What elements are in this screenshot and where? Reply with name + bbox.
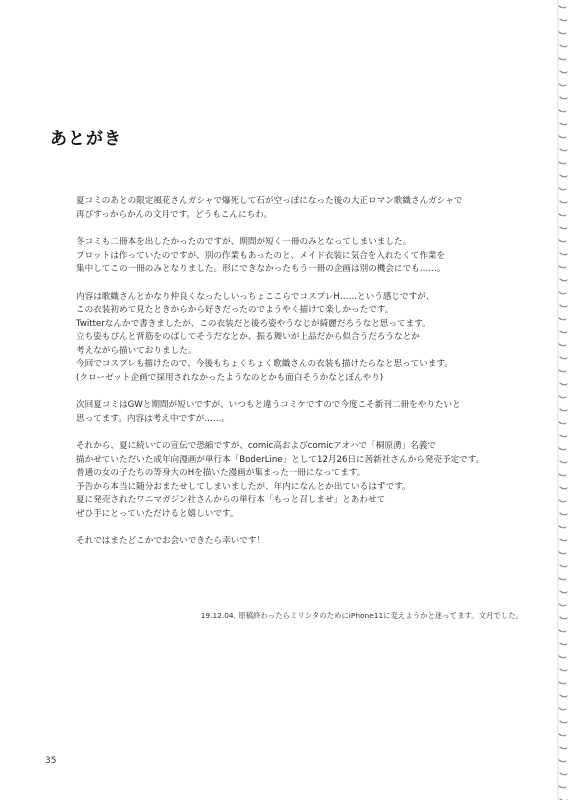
binding-hole-mark	[559, 292, 566, 294]
binding-hole-mark	[559, 760, 566, 762]
text-line: プロットは作っていたのですが、別の作業もあったのと、メイド衣装に気合を入れたくて作業を	[76, 250, 446, 261]
binding-hole-mark	[560, 461, 567, 463]
binding-hole-mark	[559, 136, 566, 138]
page-title: あとがき	[50, 129, 122, 149]
binding-hole-mark	[559, 708, 566, 710]
binding-hole-mark	[560, 383, 567, 385]
binding-hole-mark	[560, 123, 567, 125]
binding-hole-mark	[560, 617, 567, 619]
binding-hole-mark	[559, 84, 566, 86]
binding-hole-mark	[559, 448, 566, 450]
binding-hole-mark	[560, 773, 567, 775]
binding-hole-mark	[559, 58, 566, 60]
binding-hole-mark	[559, 266, 566, 268]
binding-hole-mark	[559, 396, 566, 398]
binding-hole-mark	[559, 214, 566, 216]
text-line: 集中してこの一冊のみとなりました。形にできなかったもう一冊の企画は別の機会にでも……。	[76, 264, 446, 274]
binding-hole-mark	[559, 162, 566, 164]
binding-hole-mark	[560, 435, 567, 437]
text-line: 再びすっからかんの文月です。どうもこんにちわ。	[76, 209, 273, 220]
binding-hole-mark	[560, 253, 567, 255]
text-line: 予告から本当に随分おまたせしてしまいましたが、年内になんとか出ているはずです。	[76, 481, 411, 492]
text-line: 立ち姿もぴんと背筋をのばしてそうだなとか、振る舞いが上品だから似合うだろうなとか	[76, 332, 420, 342]
binding-hole-mark	[560, 71, 567, 73]
binding-hole-mark	[559, 240, 566, 242]
binding-hole-mark	[560, 45, 567, 47]
binding-hole-mark	[559, 474, 566, 476]
binding-hole-mark	[559, 578, 566, 580]
text-line: この衣装初めて見たときからから好きだったのでようやく描けて楽しかったです。	[76, 305, 394, 315]
binding-hole-mark	[559, 110, 566, 112]
binding-hole-mark	[560, 149, 567, 151]
binding-hole-mark	[560, 305, 567, 307]
binding-hole-mark	[559, 656, 566, 658]
binding-hole-mark	[560, 591, 567, 593]
text-line: (クローゼット企画で採用されなかったようなのとかも面白そうかなとぼんやり)	[76, 372, 384, 383]
text-line: Twitterなんかで書きましたが、この衣装だと後ろ姿やうなじが綺麗だろうなと思ってます。	[76, 318, 431, 329]
binding-hole-mark	[560, 227, 567, 229]
binding-hole-mark	[559, 318, 566, 320]
paragraph-6	[76, 535, 526, 549]
binding-hole-mark	[560, 513, 567, 515]
text-line: 普通の女の子たちの等身大のHを描いた漫画が集まった一冊になってます。	[76, 468, 366, 478]
paragraph-2	[76, 236, 526, 277]
text-line: ぜひ手にとっていただけると嬉しいです。	[76, 508, 239, 519]
text-line: それではまたどこかでお会いできたら幸いです！	[76, 536, 266, 546]
binding-hole-mark	[560, 539, 567, 541]
binding-hole-mark	[560, 565, 567, 567]
binding-hole-mark	[560, 643, 567, 645]
binding-hole-mark	[559, 32, 566, 34]
binding-hole-mark	[559, 786, 566, 788]
binding-hole-mark	[560, 201, 567, 203]
text-line: それから、夏に続いての宣伝で恐縮ですが、comic高およびcomicアオハで「桐原湧」名義で	[76, 441, 436, 451]
binding-hole-mark	[559, 344, 566, 346]
binding-hole-mark	[560, 747, 567, 749]
paragraph-1	[76, 195, 526, 222]
text-line: 思ってます。内容は考え中ですが……。	[76, 413, 231, 424]
binding-hole-mark	[560, 669, 567, 671]
paragraph-3	[76, 291, 526, 386]
text-line: 内容は歌織さんとかなり仲良くなったしいっちょここらでコスプレH……という感じですが、	[76, 291, 435, 302]
binding-hole-mark	[559, 500, 566, 502]
binding-edge-decoration	[546, 0, 568, 800]
binding-hole-mark	[559, 630, 566, 632]
paragraph-4	[76, 399, 526, 426]
text-line: 今回でコスプレも描けたので、今後もちょくちょく歌織さんの衣装も描けたらなと思っています。	[76, 359, 453, 369]
binding-hole-mark	[560, 19, 567, 21]
binding-hole-mark	[559, 682, 566, 684]
text-line: 描かせていただいた成年向漫画が単行本「BoderLine」として12月26日に茜新社さんから発売予定です。	[76, 454, 485, 465]
text-line: 夏コミのあとの限定風花さんガシャで爆死して石が空っぽになった後の大正ロマン歌織さんガシャで	[76, 196, 463, 206]
binding-hole-mark	[559, 188, 566, 190]
binding-hole-mark	[559, 734, 566, 736]
text-line: 次回夏コミはGWと期間が短いですが、いつもと違うコミケですので今度こそ新刊二冊をやりたいと	[76, 400, 461, 410]
text-line: 考えながら描いておりました。	[76, 345, 197, 356]
binding-hole-mark	[560, 175, 567, 177]
binding-hole-mark	[560, 331, 567, 333]
binding-hole-mark	[560, 279, 567, 281]
page-number: 35	[45, 756, 57, 766]
afterword-body	[76, 195, 526, 563]
binding-hole-mark	[560, 357, 567, 359]
binding-hole-mark	[559, 552, 566, 554]
binding-hole-mark	[560, 97, 567, 99]
binding-hole-mark	[559, 526, 566, 528]
author-signature: 19.12.04. 原稿終わったらミリシタのためにiPhone11に変えようかと迷ってます。文月でした。	[200, 611, 523, 620]
paragraph-5	[76, 440, 526, 521]
binding-hole-mark	[560, 721, 567, 723]
binding-hole-mark	[560, 487, 567, 489]
binding-hole-mark	[560, 695, 567, 697]
binding-hole-mark	[560, 409, 567, 411]
text-line: 冬コミも二冊本を出したかったのですが、期間が短く一冊のみとなってしまいました。	[76, 237, 412, 247]
text-line: 夏に発売されたワニマガジン社さんからの単行本「もっと召しませ」とあわせて	[76, 495, 386, 505]
binding-hole-mark	[559, 604, 566, 606]
binding-hole-mark	[559, 422, 566, 424]
binding-hole-mark	[559, 6, 566, 8]
binding-hole-mark	[559, 370, 566, 372]
